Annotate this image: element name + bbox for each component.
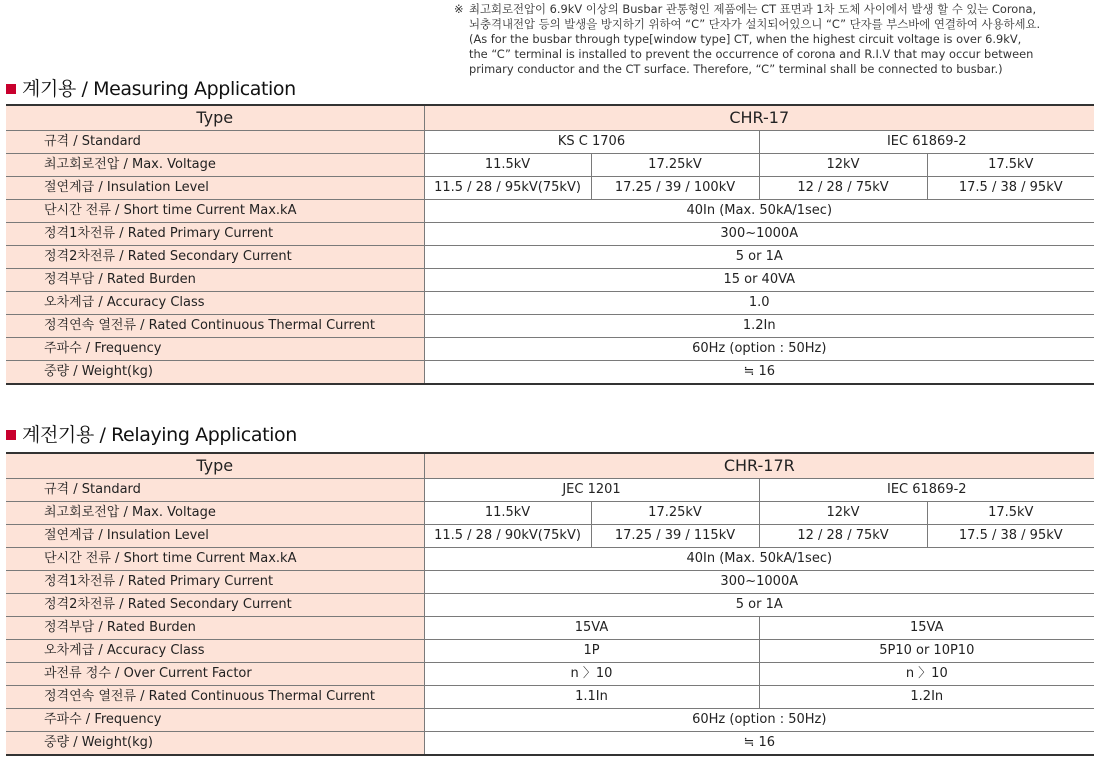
table-row: [6, 594, 1094, 617]
model-header: CHR-17: [424, 105, 1094, 131]
table-row: [6, 732, 1094, 756]
measuring-spec-table: [6, 104, 1094, 385]
type-header: Type: [6, 453, 424, 479]
table-row: [6, 315, 1094, 338]
note-mark: ※: [454, 2, 464, 16]
table-cell: 12kV: [759, 502, 927, 525]
note-line-5: primary conductor and the CT surface. Therefore, “C” terminal shall be connected to busbar.): [469, 62, 1003, 76]
table-row: [6, 154, 1094, 177]
table-row: [6, 479, 1094, 502]
row-label-max-voltage: 최고회로전압 / Max. Voltage: [6, 154, 424, 177]
row-label-standard: 규격 / Standard: [6, 479, 424, 502]
table-row: [6, 200, 1094, 223]
row-label-burden: 정격부담 / Rated Burden: [6, 269, 424, 292]
row-label-frequency: 주파수 / Frequency: [6, 709, 424, 732]
row-label-burden: 정격부담 / Rated Burden: [6, 617, 424, 640]
note-line-3: (As for the busbar through type[window type] CT, when the highest circuit voltage is over 6.9kV,: [469, 32, 1022, 46]
table-row: [6, 571, 1094, 594]
table-cell: 17.5kV: [927, 154, 1094, 177]
table-row: [6, 177, 1094, 200]
model-header: CHR-17R: [424, 453, 1094, 479]
table-row: [6, 131, 1094, 154]
table-row: [6, 338, 1094, 361]
table-row: [6, 663, 1094, 686]
row-label-frequency: 주파수 / Frequency: [6, 338, 424, 361]
table-cell: 5 or 1A: [424, 246, 1094, 269]
table-cell: 17.25kV: [591, 154, 759, 177]
table-cell: 11.5 / 28 / 95kV(75kV): [424, 177, 591, 200]
table-cell: JEC 1201: [424, 479, 759, 502]
table-cell: 12 / 28 / 75kV: [759, 177, 927, 200]
table-cell: 5 or 1A: [424, 594, 1094, 617]
note-line-4: the “C” terminal is installed to prevent the occurrence of corona and R.I.V that may occur between: [469, 47, 1034, 61]
table-cell: 17.5 / 38 / 95kV: [927, 177, 1094, 200]
row-label-accuracy: 오차계급 / Accuracy Class: [6, 292, 424, 315]
table-cell: 11.5 / 28 / 90kV(75kV): [424, 525, 591, 548]
table-row: [6, 640, 1094, 663]
table-row: [6, 525, 1094, 548]
table-cell: ≒ 16: [424, 361, 1094, 385]
row-label-short-time: 단시간 전류 / Short time Current Max.kA: [6, 548, 424, 571]
row-label-max-voltage: 최고회로전압 / Max. Voltage: [6, 502, 424, 525]
table-row: [6, 223, 1094, 246]
table-row: [6, 269, 1094, 292]
measuring-title-text: 계기용 / Measuring Application: [22, 78, 296, 100]
table-row: [6, 361, 1094, 385]
table-cell: 12kV: [759, 154, 927, 177]
row-label-standard: 규격 / Standard: [6, 131, 424, 154]
table-cell: KS C 1706: [424, 131, 759, 154]
section-bullet-icon: [6, 430, 16, 440]
table-row: [6, 292, 1094, 315]
table-row: [6, 617, 1094, 640]
row-label-accuracy: 오차계급 / Accuracy Class: [6, 640, 424, 663]
table-cell: IEC 61869-2: [759, 131, 1094, 154]
measuring-section-title: [6, 74, 296, 101]
table-row: [6, 246, 1094, 269]
table-header-row: [6, 105, 1094, 131]
note-line-1: 최고회로전압이 6.9kV 이상의 Busbar 관통형인 제품에는 CT 표면과 1차 도체 사이에서 발생 할 수 있는 Corona,: [469, 2, 1037, 16]
table-row: [6, 502, 1094, 525]
relaying-title-text: 계전기용 / Relaying Application: [22, 424, 297, 446]
table-header-row: [6, 453, 1094, 479]
table-cell: n 〉10: [759, 663, 1094, 686]
table-cell: 15VA: [424, 617, 759, 640]
table-cell: 12 / 28 / 75kV: [759, 525, 927, 548]
row-label-primary: 정격1차전류 / Rated Primary Current: [6, 223, 424, 246]
table-cell: 1P: [424, 640, 759, 663]
table-cell: 17.25 / 39 / 100kV: [591, 177, 759, 200]
row-label-insulation: 절연계급 / Insulation Level: [6, 177, 424, 200]
note-line-2: 뇌충격내전압 등의 발생을 방지하기 위하여 “C” 단자가 설치되어있으니 “C” 단자를 부스바에 연결하여 사용하세요.: [469, 17, 1041, 31]
row-label-weight: 중량 / Weight(kg): [6, 361, 424, 385]
table-cell: 300~1000A: [424, 223, 1094, 246]
row-label-short-time: 단시간 전류 / Short time Current Max.kA: [6, 200, 424, 223]
table-cell: 40In (Max. 50kA/1sec): [424, 548, 1094, 571]
table-cell: 17.25 / 39 / 115kV: [591, 525, 759, 548]
table-cell: 5P10 or 10P10: [759, 640, 1094, 663]
table-cell: 15VA: [759, 617, 1094, 640]
relaying-spec-table: [6, 452, 1094, 756]
row-label-thermal: 정격연속 열전류 / Rated Continuous Thermal Current: [6, 686, 424, 709]
table-cell: 40In (Max. 50kA/1sec): [424, 200, 1094, 223]
table-cell: 300~1000A: [424, 571, 1094, 594]
type-header: Type: [6, 105, 424, 131]
row-label-over-current: 과전류 정수 / Over Current Factor: [6, 663, 424, 686]
row-label-primary: 정격1차전류 / Rated Primary Current: [6, 571, 424, 594]
row-label-thermal: 정격연속 열전류 / Rated Continuous Thermal Current: [6, 315, 424, 338]
table-cell: 1.0: [424, 292, 1094, 315]
table-cell: 11.5kV: [424, 502, 591, 525]
table-cell: n 〉10: [424, 663, 759, 686]
table-row: [6, 686, 1094, 709]
table-cell: 17.25kV: [591, 502, 759, 525]
row-label-secondary: 정격2차전류 / Rated Secondary Current: [6, 246, 424, 269]
table-cell: 1.1In: [424, 686, 759, 709]
table-row: [6, 709, 1094, 732]
table-cell: 1.2In: [424, 315, 1094, 338]
table-cell: 15 or 40VA: [424, 269, 1094, 292]
table-cell: 60Hz (option : 50Hz): [424, 709, 1094, 732]
c-terminal-note: [454, 2, 1094, 77]
table-cell: 1.2In: [759, 686, 1094, 709]
table-cell: 11.5kV: [424, 154, 591, 177]
relaying-section-title: [6, 420, 297, 447]
table-cell: 17.5 / 38 / 95kV: [927, 525, 1094, 548]
table-cell: 60Hz (option : 50Hz): [424, 338, 1094, 361]
row-label-insulation: 절연계급 / Insulation Level: [6, 525, 424, 548]
section-bullet-icon: [6, 84, 16, 94]
table-cell: IEC 61869-2: [759, 479, 1094, 502]
row-label-secondary: 정격2차전류 / Rated Secondary Current: [6, 594, 424, 617]
row-label-weight: 중량 / Weight(kg): [6, 732, 424, 756]
table-cell: ≒ 16: [424, 732, 1094, 756]
table-cell: 17.5kV: [927, 502, 1094, 525]
table-row: [6, 548, 1094, 571]
